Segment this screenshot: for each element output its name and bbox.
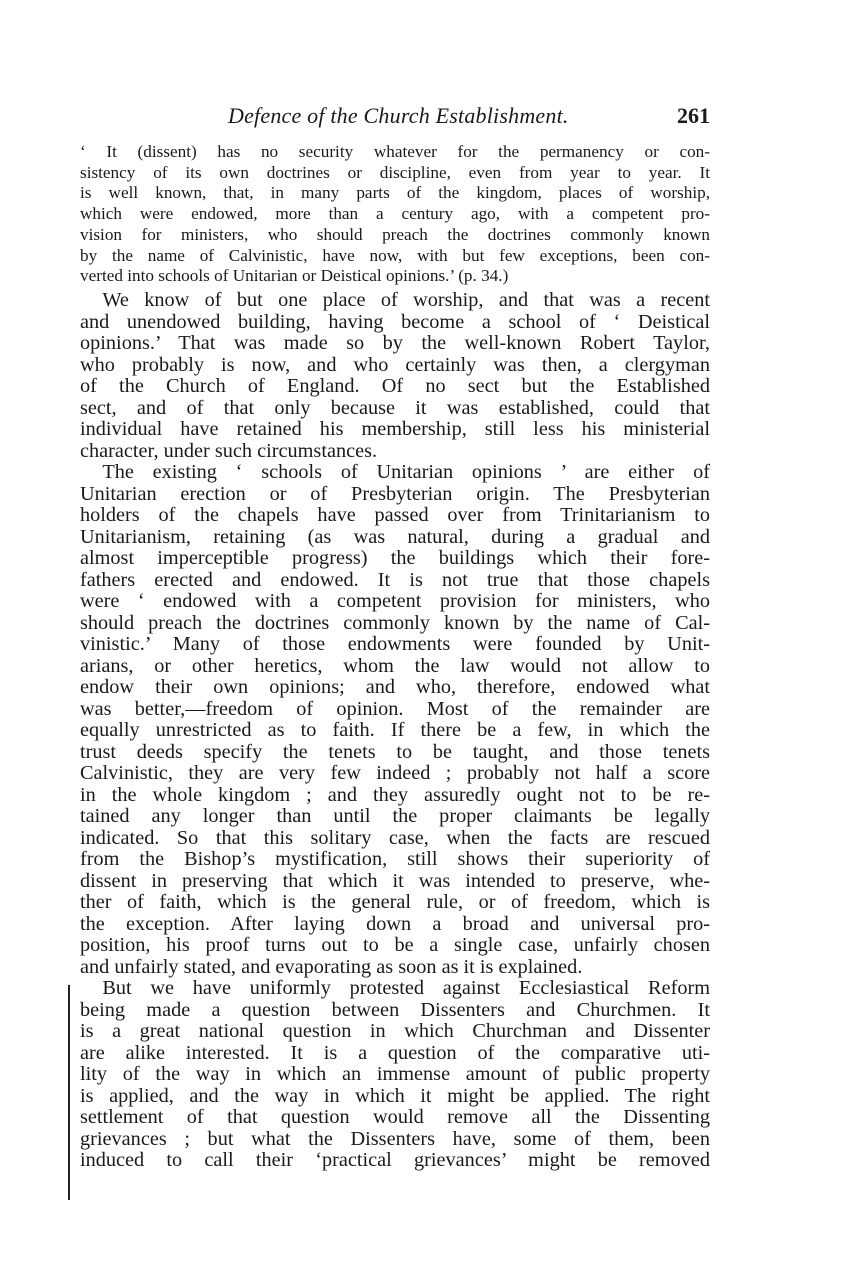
text-line: were ‘ endowed with a competent provision for ministers, who bbox=[80, 590, 710, 612]
block-quotation bbox=[80, 142, 710, 287]
text-line: The existing ‘ schools of Unitarian opinions ’ are either of bbox=[102, 461, 710, 483]
text-line: was better,—freedom of opinion. Most of the remainder are bbox=[80, 697, 710, 720]
text-line: Unitarian erection or of Presbyterian origin. The Presbyterian bbox=[80, 482, 710, 505]
text-line: endow their own opinions; and who, therefore, endowed what bbox=[80, 676, 710, 698]
text-line: settlement of that question would remove all the Dissenting bbox=[80, 1106, 710, 1128]
text-line: tained any longer than until the proper claimants be legally bbox=[80, 805, 710, 827]
text-line: individual have retained his membership, still less his ministerial bbox=[80, 418, 710, 440]
text-line: ther of faith, which is the general rule, or of freedom, which is bbox=[80, 891, 710, 913]
text-line: Calvinistic, they are very few indeed ; probably not half a score bbox=[80, 762, 710, 784]
text-line: equally unrestricted as to faith. If there be a few, in which the bbox=[80, 719, 710, 741]
text-line: who probably is now, and who certainly was then, a clergyman bbox=[80, 353, 710, 376]
paragraph-1 bbox=[80, 290, 710, 462]
text-line: almost imperceptible progress) the buildings which their fore- bbox=[80, 547, 710, 569]
text-line: from the Bishop’s mystification, still shows their superiority of bbox=[80, 848, 710, 870]
text-line: holders of the chapels have passed over from Trinitarianism to bbox=[80, 504, 710, 526]
text-line: But we have uniformly protested against Ecclesiastical Reform bbox=[102, 977, 710, 999]
text-line: of the Church of England. Of no sect but the Established bbox=[80, 375, 710, 397]
text-line: lity of the way in which an immense amount of public property bbox=[80, 1063, 710, 1085]
quote-line: which were endowed, more than a century ago, with a competent pro- bbox=[80, 204, 710, 224]
page-gutter-edge bbox=[68, 985, 70, 1200]
text-line: and unfairly stated, and evaporating as soon as it is explained. bbox=[80, 955, 583, 978]
body-text bbox=[80, 290, 710, 1172]
text-line: the exception. After laying down a broad and universal pro- bbox=[80, 912, 710, 935]
text-line: character, under such circumstances. bbox=[80, 439, 378, 462]
text-line: grievances ; but what the Dissenters have, some of them, been bbox=[80, 1127, 710, 1150]
page-number: 261 bbox=[677, 103, 710, 128]
quote-line: by the name of Calvinistic, have now, with but few exceptions, been con- bbox=[80, 245, 710, 265]
quote-line: ‘ It (dissent) has no security whatever for the permanency or con- bbox=[80, 142, 710, 161]
text-line: We know of but one place of worship, and that was a recent bbox=[102, 289, 710, 311]
text-line: sect, and of that only because it was established, could that bbox=[80, 396, 710, 419]
paragraph-3 bbox=[80, 978, 710, 1172]
quote-line: verted into schools of Unitarian or Deistical opinions.’ (p. 34.) bbox=[80, 266, 509, 286]
quote-line: is well known, that, in many parts of the kingdom, places of worship, bbox=[80, 183, 710, 203]
text-line: dissent in preserving that which it was intended to preserve, whe- bbox=[80, 869, 710, 892]
text-line: should preach the doctrines commonly known by the name of Cal- bbox=[80, 611, 710, 634]
running-title: Defence of the Church Establishment. bbox=[228, 103, 569, 128]
quote-line: vision for ministers, who should preach the doctrines commonly known bbox=[80, 224, 710, 244]
text-line: in the whole kingdom ; and they assuredly ought not to be re- bbox=[80, 783, 710, 806]
text-line: and unendowed building, having become a school of ‘ Deistical bbox=[80, 310, 710, 333]
text-line: induced to call their ‘practical grievances’ might be removed bbox=[80, 1149, 710, 1171]
text-line: vinistic.’ Many of those endowments were founded by Unit- bbox=[80, 633, 710, 655]
text-line: opinions.’ That was made so by the well-known Robert Taylor, bbox=[80, 332, 710, 354]
text-line: trust deeds specify the tenets to be taught, and those tenets bbox=[80, 740, 710, 763]
text-line: is applied, and the way in which it might be applied. The right bbox=[80, 1084, 710, 1107]
page-header bbox=[80, 103, 710, 133]
text-line: fathers erected and endowed. It is not true that those chapels bbox=[80, 568, 710, 591]
text-line: Unitarianism, retaining (as was natural, during a gradual and bbox=[80, 525, 710, 548]
text-line: being made a question between Dissenters and Churchmen. It bbox=[80, 998, 710, 1021]
text-line: is a great national question in which Churchman and Dissenter bbox=[80, 1020, 710, 1042]
paragraph-2 bbox=[80, 462, 710, 978]
text-line: are alike interested. It is a question of the comparative uti- bbox=[80, 1041, 710, 1064]
text-line: arians, or other heretics, whom the law would not allow to bbox=[80, 654, 710, 677]
quote-line: sistency of its own doctrines or discipline, even from year to year. It bbox=[80, 162, 710, 182]
text-line: position, his proof turns out to be a single case, unfairly chosen bbox=[80, 934, 710, 956]
text-line: indicated. So that this solitary case, when the facts are rescued bbox=[80, 826, 710, 849]
